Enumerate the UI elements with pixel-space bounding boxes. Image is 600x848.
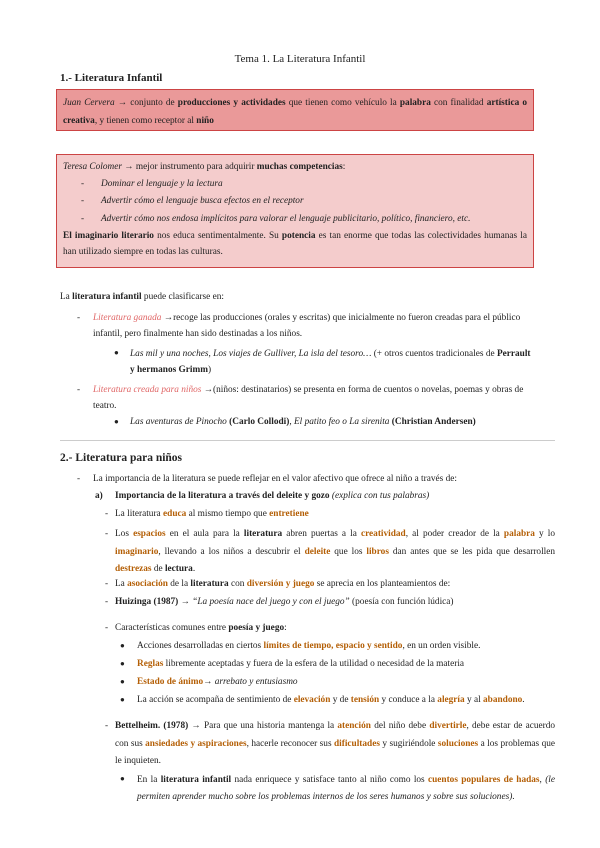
dash: - [77, 385, 81, 395]
box2-text: nos educa sentimentalmente. Su [153, 230, 282, 241]
dash: - [105, 529, 109, 539]
dash: - [105, 597, 109, 607]
highlight: creatividad [360, 529, 406, 539]
box2-text: es tan enorme que todas las colectividades humanas la han utilizado siempre en todas las culturas. [63, 230, 527, 258]
text: del niño debe [370, 721, 430, 731]
highlight: abandono [483, 695, 523, 705]
text: En la [137, 775, 161, 785]
highlight: Reglas [137, 659, 164, 669]
document-title: Tema 1. La Literatura Infantil [234, 53, 366, 65]
text: → [203, 677, 215, 687]
highlight: soluciones [437, 738, 479, 749]
definition-box-colomer [56, 154, 534, 268]
text: al mismo tiempo que [186, 509, 270, 519]
section2-heading: 2.- Literatura para niños [60, 452, 183, 464]
text: . [512, 792, 515, 803]
point-bettelheim [105, 718, 556, 771]
box1-bold: palabra [399, 98, 431, 108]
text: . [522, 695, 525, 705]
text: : [284, 623, 287, 633]
subsection-a [95, 490, 555, 503]
box2-bold: potencia [281, 230, 316, 241]
ganada-example [130, 346, 533, 379]
box1-bold: niño [196, 115, 214, 126]
section-divider [60, 440, 555, 441]
text: . [192, 564, 196, 575]
box1-bold: producciones y actividades [177, 98, 286, 108]
bullet-accion [137, 694, 557, 707]
creada-title: Las aventuras de Pinocho [130, 417, 227, 427]
highlight: alegría [437, 695, 465, 705]
highlight: diversión y juego [246, 579, 315, 589]
bullet-icon [114, 346, 119, 360]
creada-item [77, 382, 533, 415]
text: Acciones desarrolladas en ciertos [137, 641, 264, 651]
highlight: entretiene [269, 509, 309, 519]
point-cuentos [137, 772, 555, 806]
bold-text: (Christian Andersen) [391, 417, 476, 427]
highlight: imaginario [115, 546, 159, 557]
subsection-a-label: a) [95, 491, 103, 501]
dash: - [105, 509, 109, 519]
point-caracteristicas [105, 622, 555, 635]
bullet-icon [120, 640, 125, 652]
italic-text: (le permiten aprender mucho sobre los problemas internos de los seres humanos y sobre sus soluciones) [137, 775, 556, 803]
highlight: divertirle [429, 721, 467, 731]
classify-line [60, 291, 538, 304]
bold-text: literatura [243, 529, 283, 539]
bullet-animo [137, 676, 557, 689]
bold-text: lectura [164, 564, 193, 575]
bullet-icon [114, 416, 119, 428]
text: y conduce a la [379, 695, 438, 705]
bold-text: Bettelheim. (1978) → [115, 721, 204, 731]
text: Los [115, 529, 134, 539]
bold-text: literatura infantil [72, 292, 142, 302]
competence-item: - Advertir cómo nos endosa implícitos para valorar el lenguaje publicitario, político, financiero, etc. [81, 213, 471, 224]
point-asociacion [105, 578, 555, 591]
text: ) [207, 365, 212, 376]
subsection-a-title: Importancia de la literatura a través del deleite y gozo [115, 491, 330, 501]
text: y lo [534, 529, 556, 539]
highlight: asociación [127, 579, 168, 589]
box1-text: con finalidad [430, 98, 487, 108]
dash: - [77, 474, 81, 484]
text: en el aula para la [165, 529, 244, 539]
intro-text: La importancia de la literatura se puede reflejar en el valor afectivo que ofrece al niño a través de: [93, 474, 457, 484]
text: (poesía con función lúdica) [349, 597, 454, 607]
creada-label: Literatura creada para niños [93, 385, 202, 395]
bold-text: poesía y juego [228, 623, 285, 633]
text: de la [167, 579, 191, 589]
box2-intro [63, 159, 527, 176]
text: y de [330, 695, 351, 705]
bullet-icon [120, 772, 125, 787]
bullet-reglas [137, 658, 557, 671]
competence-text: Advertir cómo el lenguaje busca efectos en el receptor [101, 196, 304, 207]
bold-text: (Carlo Collodi) [229, 417, 290, 427]
ganada-text: →recoge las producciones (orales y escritas) que inicialmente no fueron creadas para el público infantil, pero finalmente han sido destinadas a los niños. [93, 313, 521, 340]
dash: - [77, 313, 81, 323]
ganada-label: Literatura ganada [93, 313, 162, 323]
creada-text: →(niños: destinatarios) se presenta en forma de cuentos o novelas, poemas y obras de teatro. [93, 385, 524, 412]
section2-intro [77, 473, 553, 486]
highlight: tensión [350, 695, 380, 705]
box1-bold: artística o creativa [63, 98, 528, 126]
subsection-a-note: (explica con tus palabras) [329, 491, 430, 501]
text: , hacerle reconocer sus [246, 738, 334, 749]
creada-example [130, 416, 550, 429]
text: Características comunes entre [115, 623, 229, 633]
text: y sugiriéndole [379, 738, 438, 749]
box2-bold: muchas competencias [256, 162, 343, 172]
text: libremente aceptadas y fuera de la esfera de la utilidad o necesidad de la materia [163, 659, 465, 669]
text: La [60, 292, 73, 302]
bold-text: literatura [190, 579, 229, 589]
highlight: libros [366, 546, 389, 557]
text: La [115, 579, 128, 589]
highlight: dificultades [334, 738, 380, 749]
bullet-icon [120, 676, 125, 688]
point-huizinga [105, 596, 555, 609]
author-colomer: Teresa Colomer [63, 162, 122, 172]
text: La literatura [115, 509, 164, 519]
highlight: límites de tiempo, espacio y sentido [263, 641, 403, 651]
quote: “La poesía nace del juego y con el juego” [192, 597, 350, 607]
highlight: deleite [304, 546, 331, 557]
italic-text: arrebato y entusiasmo [214, 677, 298, 687]
box2-text: → mejor instrumento para adquirir [121, 162, 257, 172]
text: se aprecia en los planteamientos de: [314, 579, 451, 589]
text: abren puertas a la [282, 529, 361, 539]
text: La acción se acompaña de sentimiento de [137, 695, 294, 705]
point-espacios [105, 526, 556, 579]
bold-text: literatura infantil [160, 775, 232, 785]
box1-text: , y tienen como receptor al [94, 115, 197, 126]
competence-text: Dominar el lenguaje y la lectura [101, 179, 223, 190]
text: , debe estar de [466, 721, 523, 731]
text: puede clasificarse en: [141, 292, 224, 302]
section1-heading: 1.- Literatura Infantil [60, 72, 163, 84]
highlight: espacios [133, 529, 166, 539]
text: , en un orden visible. [402, 641, 481, 651]
text: , [539, 775, 542, 785]
ganada-titles: Las mil y una noches, Los viajes de Gulliver, La isla del tesoro… [130, 349, 372, 359]
text: los problemas que le inquieten. [115, 738, 556, 767]
box2-text: : [342, 162, 346, 172]
dash: - [105, 623, 109, 633]
text: , al poder creador de la [405, 529, 504, 539]
creada-title: , El patito feo o La sirenita [289, 417, 390, 427]
bold-text: Perrault y hermanos Grimm [130, 349, 531, 376]
text: , llevando a los niños a descubrir el [158, 546, 305, 557]
text: y al [464, 695, 484, 705]
text: con [228, 579, 247, 589]
text: (+ otros cuentos tradicionales de [371, 349, 497, 359]
highlight: atención [337, 721, 371, 731]
highlight: palabra [503, 529, 535, 539]
bullet-icon [120, 694, 125, 706]
text: dan antes que se les pida que [388, 546, 510, 557]
author-cervera: Juan Cervera [63, 98, 115, 108]
bullet-limites [137, 640, 557, 653]
bullet-icon [120, 658, 125, 670]
highlight: cuentos populares de hadas [427, 775, 540, 785]
bold-text: Huizinga (1987) → [115, 597, 193, 607]
box1-text: → conjunto de [114, 98, 178, 108]
highlight: Estado de ánimo [137, 677, 204, 687]
highlight: elevación [293, 695, 331, 705]
box2-paragraph [63, 228, 527, 261]
text: Para que una historia mantenga la [203, 721, 338, 731]
dash: - [105, 721, 109, 731]
definition-box-cervera [56, 89, 534, 131]
text: que los [330, 546, 367, 557]
highlight: ansiedades y aspiraciones [145, 738, 247, 749]
box1-text: que tienen como vehículo la [285, 98, 400, 108]
competence-text: Advertir cómo nos endosa implícitos para valorar el lenguaje publicitario, político, financiero, etc. [101, 213, 471, 224]
text: de [151, 564, 165, 575]
dash: - [105, 579, 109, 589]
competence-item: - Dominar el lenguaje y la lectura [81, 179, 223, 190]
text: nada enriquece y satisface tanto al niño como los [231, 775, 428, 785]
text: a [478, 738, 485, 749]
highlight: destrezas [115, 564, 152, 575]
box2-bold: El imaginario literario [63, 230, 154, 241]
text: desarrollen [513, 546, 556, 557]
competence-item: - Advertir cómo el lenguaje busca efectos en el receptor [81, 196, 304, 207]
ganada-item [77, 310, 533, 343]
point-educa [105, 508, 555, 521]
text: acuerdo con sus [115, 721, 556, 749]
highlight: educa [163, 509, 187, 519]
